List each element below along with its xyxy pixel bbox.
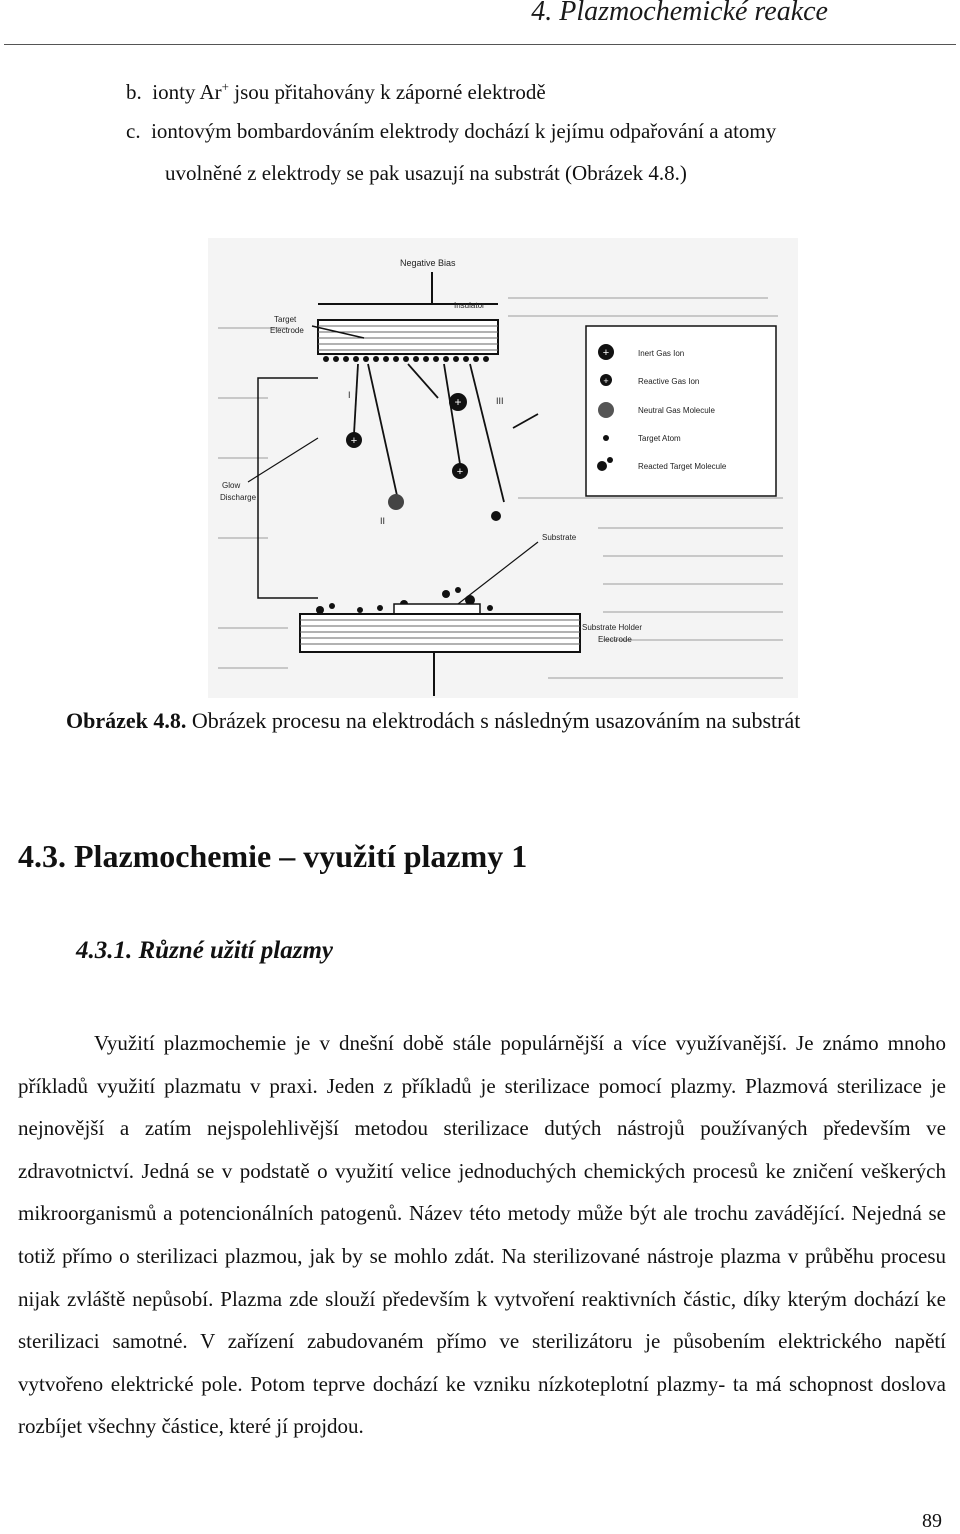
page-number: 89: [922, 1510, 942, 1532]
figure: [208, 238, 798, 698]
legend-label: Reacted Target Molecule: [638, 462, 727, 471]
label-target-electrode: Electrode: [270, 326, 304, 335]
label-negative-bias: Negative Bias: [400, 258, 456, 268]
list-text: iontovým bombardováním elektrody dochází k jejímu odpařování a atomy: [151, 119, 777, 143]
svg-text:+: +: [456, 466, 464, 478]
label-glow-discharge: Discharge: [220, 493, 257, 502]
list-item-c: [126, 110, 776, 152]
label-roman-iii: III: [496, 396, 504, 406]
target-electrode: [318, 320, 498, 354]
label-glow: Glow: [222, 481, 241, 490]
substrate: [394, 604, 480, 614]
list-text: ionty Ar: [152, 80, 222, 104]
legend-label: Reactive Gas Ion: [638, 377, 700, 386]
subsection-heading: 4.3.1. Různé užití plazmy: [76, 937, 333, 964]
list-marker: b.: [126, 80, 142, 104]
legend-label: Neutral Gas Molecule: [638, 406, 715, 415]
label-substrate: Substrate: [542, 533, 577, 542]
target-atom-row: [323, 356, 489, 362]
superscript: +: [221, 79, 230, 94]
list-item-c-cont: uvolněné z elektrody se pak usazují na substrát (Obrázek 4.8.): [165, 161, 687, 185]
svg-text:+: +: [602, 347, 610, 359]
caption-text: Obrázek procesu na elektrodách s následným usazováním na substrát: [186, 708, 801, 733]
label-roman-ii: II: [380, 516, 386, 526]
legend-label: Target Atom: [638, 434, 681, 443]
list-item-b: [126, 66, 546, 113]
label-roman-i: I: [348, 390, 351, 400]
figure-caption: [66, 708, 800, 734]
label-holder-electrode: Electrode: [598, 635, 632, 644]
paragraph-text: Využití plazmochemie je v dnešní době stále populárnější a více využívanější. Je známo mnoho příkladů využití plazmatu v praxi. Jeden z příkladů je sterilizace pomocí plazmy. Plazmová sterilizace je nejnovější a zatím nejspolehlivější metodou sterilizace dutých nástrojů používaných především ve zdravotnictví. Jedná se v podstatě o využití velice jednoduchých chemických procesů ke zničení veškerých mikroorganismů a potencionálních patogenů. Název této metody může být ale trochu zavádějící. Nejedná se totiž přímo o sterilizaci plazmou, jak by se mohlo zdát. Na sterilizované nástroje plazma v průběhu procesu nijak zvláště nepůsobí. Plazma zde slouží především k vytvoření reaktivních částic, díky kterým dochází ke sterilizaci samotné. V zařízení zabudovaném přímo ve sterilizátoru je působením elektrického napětí vytvořeno elektrické pole. Potom teprve dochází ke vzniku nízkoteplotní plazmy- ta má schopnost doslova rozbíjet všechny částice, které jí projdou.: [18, 1031, 946, 1439]
caption-label: Obrázek 4.8.: [66, 708, 187, 733]
body-paragraph: [18, 1022, 946, 1448]
chapter-title: 4. Plazmochemické reakce: [531, 0, 828, 27]
label-insulator: Insulator: [454, 301, 485, 310]
svg-text:+: +: [603, 376, 609, 386]
list-text: jsou přitahovány k záporné elektrodě: [229, 80, 546, 104]
header-rule: [4, 44, 956, 45]
svg-text:+: +: [350, 435, 358, 447]
sputtering-diagram: [208, 238, 798, 698]
svg-text:+: +: [454, 395, 462, 409]
list-marker: c.: [126, 119, 141, 143]
legend-label: Inert Gas Ion: [638, 349, 685, 358]
label-target: Target: [274, 315, 297, 324]
section-heading: 4.3. Plazmochemie – využití plazmy 1: [18, 838, 528, 874]
label-substrate-holder: Substrate Holder: [582, 623, 643, 632]
